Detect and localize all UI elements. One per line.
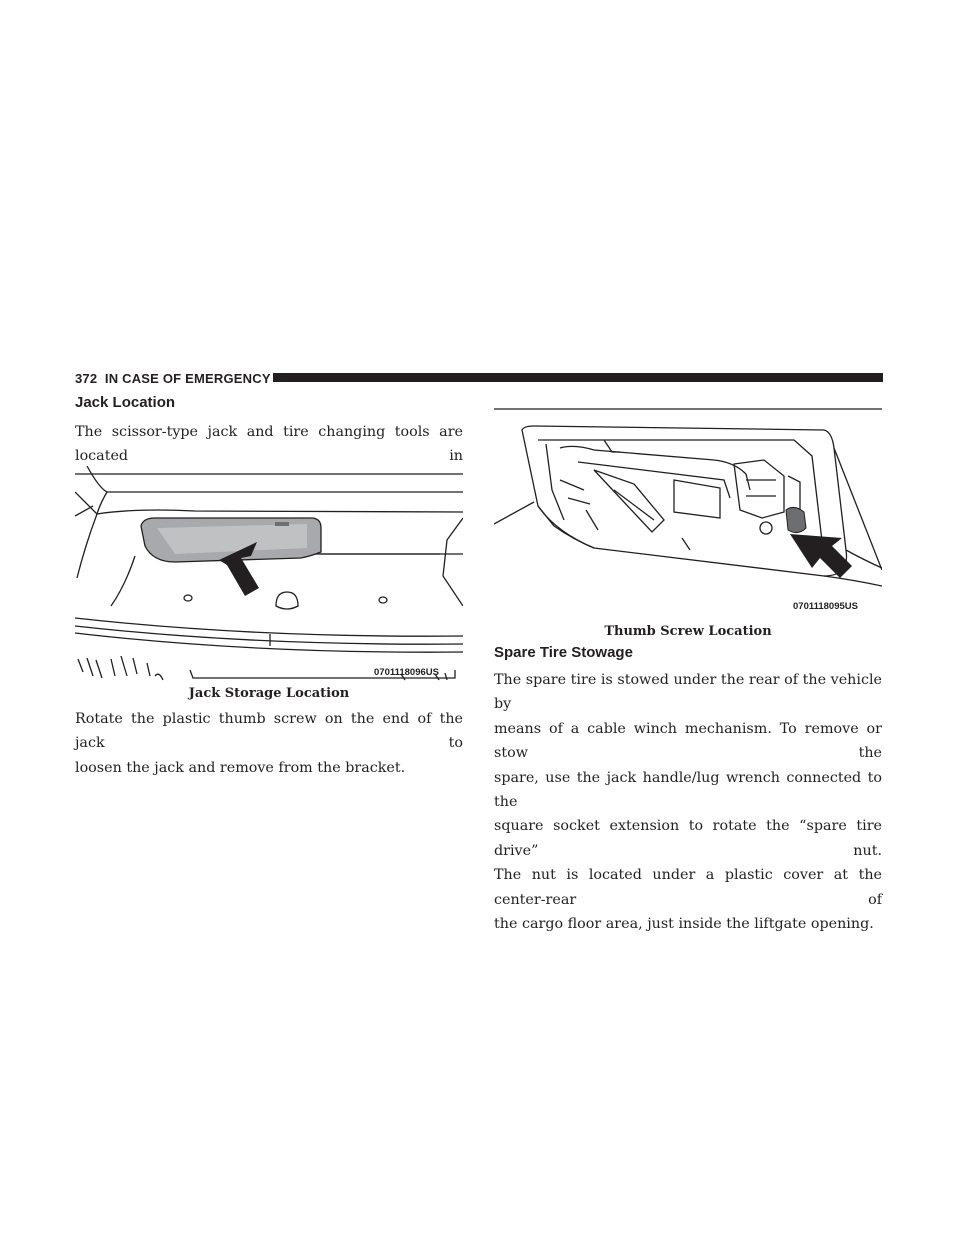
thumb-screw-figure <box>494 400 882 618</box>
paragraph-line: Rotate the plastic thumb screw on the end of the jack to <box>75 711 463 752</box>
jack-storage-figure <box>75 466 463 684</box>
paragraph-line: loosen the jack and remove from the bracket. <box>75 759 406 776</box>
section-title: IN CASE OF EMERGENCY <box>104 371 271 386</box>
paragraph-line: the cargo floor area, just inside the liftgate opening. <box>494 916 874 933</box>
spare-tire-paragraph <box>494 668 882 936</box>
paragraph-line: means of a cable winch mechanism. To remove or stow the <box>494 720 882 762</box>
jack-removal-paragraph <box>75 707 463 780</box>
thumb-screw-caption: Thumb Screw Location <box>604 624 772 639</box>
header-rule <box>273 373 883 382</box>
paragraph-line: square socket extension to rotate the “spare tire drive” nut. <box>494 818 882 859</box>
jack-storage-illustration <box>75 466 463 684</box>
spare-tire-heading: Spare Tire Stowage <box>494 644 633 661</box>
paragraph-line: The spare tire is stowed under the rear of the vehicle by <box>494 672 882 713</box>
figure-code: 0701118096US <box>374 667 439 678</box>
page-header-text <box>75 371 271 386</box>
paragraph-line: spare, use the jack handle/lug wrench connected to the <box>494 769 882 811</box>
page-number: 372 <box>75 371 98 386</box>
thumb-screw-illustration <box>494 400 882 618</box>
intro-line: The scissor-type jack and tire changing tools are located in <box>75 424 463 465</box>
jack-storage-caption: Jack Storage Location <box>188 686 350 701</box>
page-header <box>75 368 883 390</box>
jack-location-heading: Jack Location <box>75 394 176 411</box>
figure-code: 0701118095US <box>793 601 858 612</box>
paragraph-line: The nut is located under a plastic cover at the center-rear of <box>494 867 882 908</box>
